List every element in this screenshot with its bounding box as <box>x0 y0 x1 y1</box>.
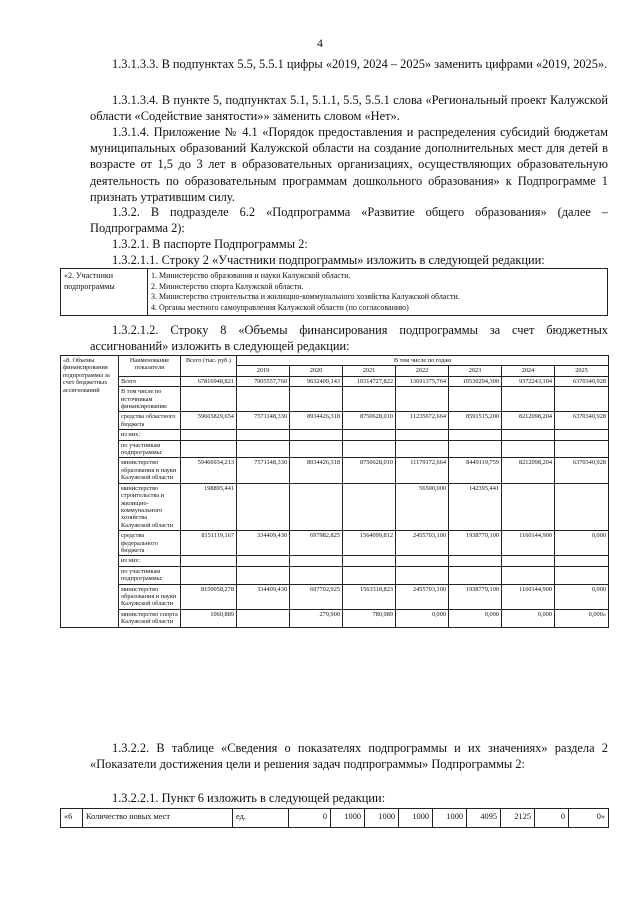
finance-row-name: по участникам подпрограммы: <box>119 566 181 584</box>
finance-row-value: 1938779,100 <box>449 531 502 556</box>
finance-row-value <box>237 609 290 627</box>
finance-row-name: средства федерального бюджета <box>119 531 181 556</box>
finance-row-value <box>502 430 555 440</box>
finance-row-name: В том числе по источникам финансирования: <box>119 387 181 412</box>
finance-row-value <box>396 440 449 458</box>
indicator-name: Количество новых мест <box>83 809 233 828</box>
finance-year-header: 2024 <box>502 366 555 376</box>
indicator-unit: ед. <box>233 809 289 828</box>
indicator-value: 1000 <box>433 809 467 828</box>
paragraph-1: 1.3.1.3.3. В подпунктах 5.5, 5.5.1 цифры «2019, 2024 – 2025» заменить цифрами «2019, 2025». <box>112 57 608 71</box>
finance-row-value: 334409,430 <box>237 531 290 556</box>
finance-row-value <box>449 430 502 440</box>
finance-row-value <box>502 483 555 530</box>
table-row <box>61 556 609 566</box>
finance-row-total: 8150058,278 <box>181 584 237 609</box>
finance-row-value: 11235672,664 <box>396 412 449 430</box>
finance-row-value: 2455703,100 <box>396 584 449 609</box>
finance-row-value <box>290 387 343 412</box>
finance-row-value <box>502 566 555 584</box>
finance-year-header: 2019 <box>237 366 290 376</box>
finance-row-value: 9372243,104 <box>502 376 555 386</box>
finance-row-value <box>237 556 290 566</box>
finance-row-value <box>555 440 609 458</box>
finance-row-name: министерство строительства и жилищно-коммунального хозяйства Калужской области <box>119 483 181 530</box>
finance-row-value: 0,000 <box>555 531 609 556</box>
finance-row-value <box>290 556 343 566</box>
indicator-value: 0 <box>289 809 331 828</box>
finance-row-value: 0,000 <box>396 609 449 627</box>
table-row <box>61 584 609 609</box>
paragraph-7: 1.3.2.1.2. Строку 8 «Объемы финансирования подпрограммы за счет бюджетных ассигнований» изложить в следующей редакции: <box>90 323 608 354</box>
finance-row-value: 279,900 <box>290 609 343 627</box>
finance-row-value <box>290 440 343 458</box>
finance-row-value <box>396 556 449 566</box>
indicator-value: 1000 <box>365 809 399 828</box>
participant-item: 3. Министерство строительства и жилищно-коммунального хозяйства Калужской области. <box>151 292 460 302</box>
finance-row-value <box>555 556 609 566</box>
indicator-value: 1000 <box>331 809 365 828</box>
finance-row-value: 0,000 <box>555 584 609 609</box>
finance-row-value <box>555 483 609 530</box>
finance-row-value: 13691375,764 <box>396 376 449 386</box>
finance-row-value: 7905557,760 <box>237 376 290 386</box>
finance-row-total: 67816948,821 <box>181 376 237 386</box>
finance-year-header: 2021 <box>343 366 396 376</box>
finance-row-value: 8750628,010 <box>343 458 396 483</box>
participants-list <box>148 269 608 316</box>
finance-row-value <box>343 566 396 584</box>
finance-year-header: 2022 <box>396 366 449 376</box>
finance-row-value <box>237 430 290 440</box>
finance-row-value <box>343 430 396 440</box>
finance-row-value: 10530294,300 <box>449 376 502 386</box>
finance-row-total <box>181 387 237 412</box>
finance-row-total: 8151119,167 <box>181 531 237 556</box>
finance-row-name: министерство образования и науки Калужской области <box>119 584 181 609</box>
participant-item: 4. Органы местного самоуправления Калужской области (по согласованию) <box>151 302 409 312</box>
finance-row-total <box>181 440 237 458</box>
finance-row-value: 1564099,812 <box>343 531 396 556</box>
finance-row-value <box>502 440 555 458</box>
finance-row-total <box>181 430 237 440</box>
indicator-value: 1000 <box>399 809 433 828</box>
finance-year-header: 2020 <box>290 366 343 376</box>
finance-row-value <box>343 440 396 458</box>
finance-row-value <box>555 430 609 440</box>
table-row <box>61 609 609 627</box>
finance-row-label: «8. Объемы финансирования подпрограммы за счет бюджетных ассигнований <box>61 356 119 628</box>
finance-row-value <box>290 483 343 530</box>
table-row <box>61 566 609 584</box>
finance-header-row <box>61 356 609 366</box>
finance-row-value <box>343 483 396 530</box>
finance-row-value: 1563318,823 <box>343 584 396 609</box>
finance-row-value: 11179172,664 <box>396 458 449 483</box>
finance-row-name: министерство спорта Калужской области <box>119 609 181 627</box>
finance-table <box>60 355 609 628</box>
paragraph-2: 1.3.1.3.4. В пункте 5, подпунктах 5.1, 5.1.1, 5.5, 5.5.1 слова «Региональный проект Калужской области «Содействие занятости»» заменить словом «Нет». <box>90 93 608 124</box>
indicator-value: 0» <box>569 809 609 828</box>
finance-row-value: 9632409,143 <box>290 376 343 386</box>
finance-row-value <box>449 387 502 412</box>
finance-row-value <box>237 566 290 584</box>
finance-row-value: 56500,000 <box>396 483 449 530</box>
table-row <box>61 387 609 412</box>
table-row <box>61 531 609 556</box>
finance-row-total: 59466934,213 <box>181 458 237 483</box>
finance-row-value <box>396 566 449 584</box>
finance-row-value <box>502 387 555 412</box>
indicator-value: 0 <box>535 809 569 828</box>
table-row <box>61 430 609 440</box>
finance-row-total <box>181 556 237 566</box>
finance-row-value: 8934426,318 <box>290 412 343 430</box>
participants-table <box>60 268 608 316</box>
participant-item: 1. Министерство образования и науки Калужской области. <box>151 271 351 280</box>
finance-row-value: 8934426,318 <box>290 458 343 483</box>
finance-row-value: 697982,825 <box>290 531 343 556</box>
finance-row-value: 6370340,928 <box>555 412 609 430</box>
finance-row-value: 1160144,900 <box>502 531 555 556</box>
finance-row-name: министерство образования и науки Калужской области <box>119 458 181 483</box>
finance-row-total: 198895,441 <box>181 483 237 530</box>
paragraph-6: 1.3.2.1.1. Строку 2 «Участники подпрограммы» изложить в следующей редакции: <box>112 253 545 267</box>
table-row <box>61 483 609 530</box>
finance-row-name: из них: <box>119 556 181 566</box>
finance-row-value <box>449 556 502 566</box>
finance-row-value <box>449 440 502 458</box>
finance-header-total: Всего (тыс. руб.) <box>181 356 237 377</box>
participant-item: 2. Министерство спорта Калужской области. <box>151 281 304 291</box>
finance-row-value: 2455703,100 <box>396 531 449 556</box>
finance-row-value: 142395,441 <box>449 483 502 530</box>
finance-row-name: из них: <box>119 430 181 440</box>
finance-row-name: Всего <box>119 376 181 386</box>
finance-row-value <box>237 483 290 530</box>
finance-row-value: 6370340,928 <box>555 376 609 386</box>
finance-row-value: 8750628,010 <box>343 412 396 430</box>
finance-row-name: средства областного бюджета <box>119 412 181 430</box>
finance-row-value <box>555 387 609 412</box>
finance-row-value: 334409,430 <box>237 584 290 609</box>
finance-header-years: В том числе по годам <box>237 356 609 366</box>
finance-row-value <box>449 566 502 584</box>
finance-row-value: 8591515,200 <box>449 412 502 430</box>
finance-header-name: Наименование показателя <box>119 356 181 377</box>
finance-row-name: по участникам подпрограммы: <box>119 440 181 458</box>
paragraph-8: 1.3.2.2. В таблице «Сведения о показателях подпрограммы и их значениях» раздела 2 «Показатели достижения цели и решения задач подпрограммы» Подпрограммы 2: <box>90 741 608 772</box>
finance-row-value <box>237 387 290 412</box>
finance-year-header: 2023 <box>449 366 502 376</box>
finance-row-value: 7571148,330 <box>237 458 290 483</box>
finance-row-value: 6370340,928 <box>555 458 609 483</box>
finance-row-value <box>343 556 396 566</box>
indicator-table <box>60 808 609 828</box>
finance-row-value: 8212098,204 <box>502 412 555 430</box>
finance-row-value <box>396 430 449 440</box>
finance-row-value <box>343 387 396 412</box>
finance-row-value <box>502 556 555 566</box>
finance-row-value: 7571148,330 <box>237 412 290 430</box>
table-row <box>61 412 609 430</box>
paragraph-5: 1.3.2.1. В паспорте Подпрограммы 2: <box>112 237 308 251</box>
finance-row-value <box>290 566 343 584</box>
paragraph-4: 1.3.2. В подразделе 6.2 «Подпрограмма «Развитие общего образования» (далее – Подпрограмма 2): <box>90 205 608 236</box>
finance-row-value <box>290 430 343 440</box>
finance-row-value: 1160144,900 <box>502 584 555 609</box>
finance-row-value: 0,000 <box>502 609 555 627</box>
finance-row-value: 8212098,204 <box>502 458 555 483</box>
participants-label: «2. Участники подпрограммы <box>61 269 148 316</box>
finance-row-value: 10314727,822 <box>343 376 396 386</box>
paragraph-3: 1.3.1.4. Приложение № 4.1 «Порядок предоставления и распределения субсидий бюджетам муниципальных образований Калужской области на создание дополнительных мест для детей в возрасте от 1,5 до 3 лет в образовательных организациях, осуществляющих образовательную деятельность по образовательным программам дошкольного образования» к Подпрограмме 1 признать утратившим силу. <box>90 125 608 204</box>
paragraph-9: 1.3.2.2.1. Пункт 6 изложить в следующей редакции: <box>112 791 386 805</box>
table-row <box>61 458 609 483</box>
finance-row-total: 59665829,654 <box>181 412 237 430</box>
finance-row-value: 780,989 <box>343 609 396 627</box>
indicator-value: 2125 <box>501 809 535 828</box>
finance-row-value: 8449119,759 <box>449 458 502 483</box>
finance-row-value: 0,000 <box>449 609 502 627</box>
finance-row-value: 0,000» <box>555 609 609 627</box>
finance-row-value <box>555 566 609 584</box>
indicator-number: «6 <box>61 809 83 828</box>
page-number: 4 <box>317 36 323 50</box>
finance-row-total <box>181 566 237 584</box>
finance-year-header: 2025 <box>555 366 609 376</box>
finance-row-total: 1060,889 <box>181 609 237 627</box>
table-row <box>61 440 609 458</box>
finance-row-value: 697702,925 <box>290 584 343 609</box>
finance-row-value: 1938779,100 <box>449 584 502 609</box>
indicator-row <box>61 809 609 828</box>
finance-row-value <box>237 440 290 458</box>
indicator-value: 4095 <box>467 809 501 828</box>
table-row <box>61 376 609 386</box>
finance-row-value <box>396 387 449 412</box>
